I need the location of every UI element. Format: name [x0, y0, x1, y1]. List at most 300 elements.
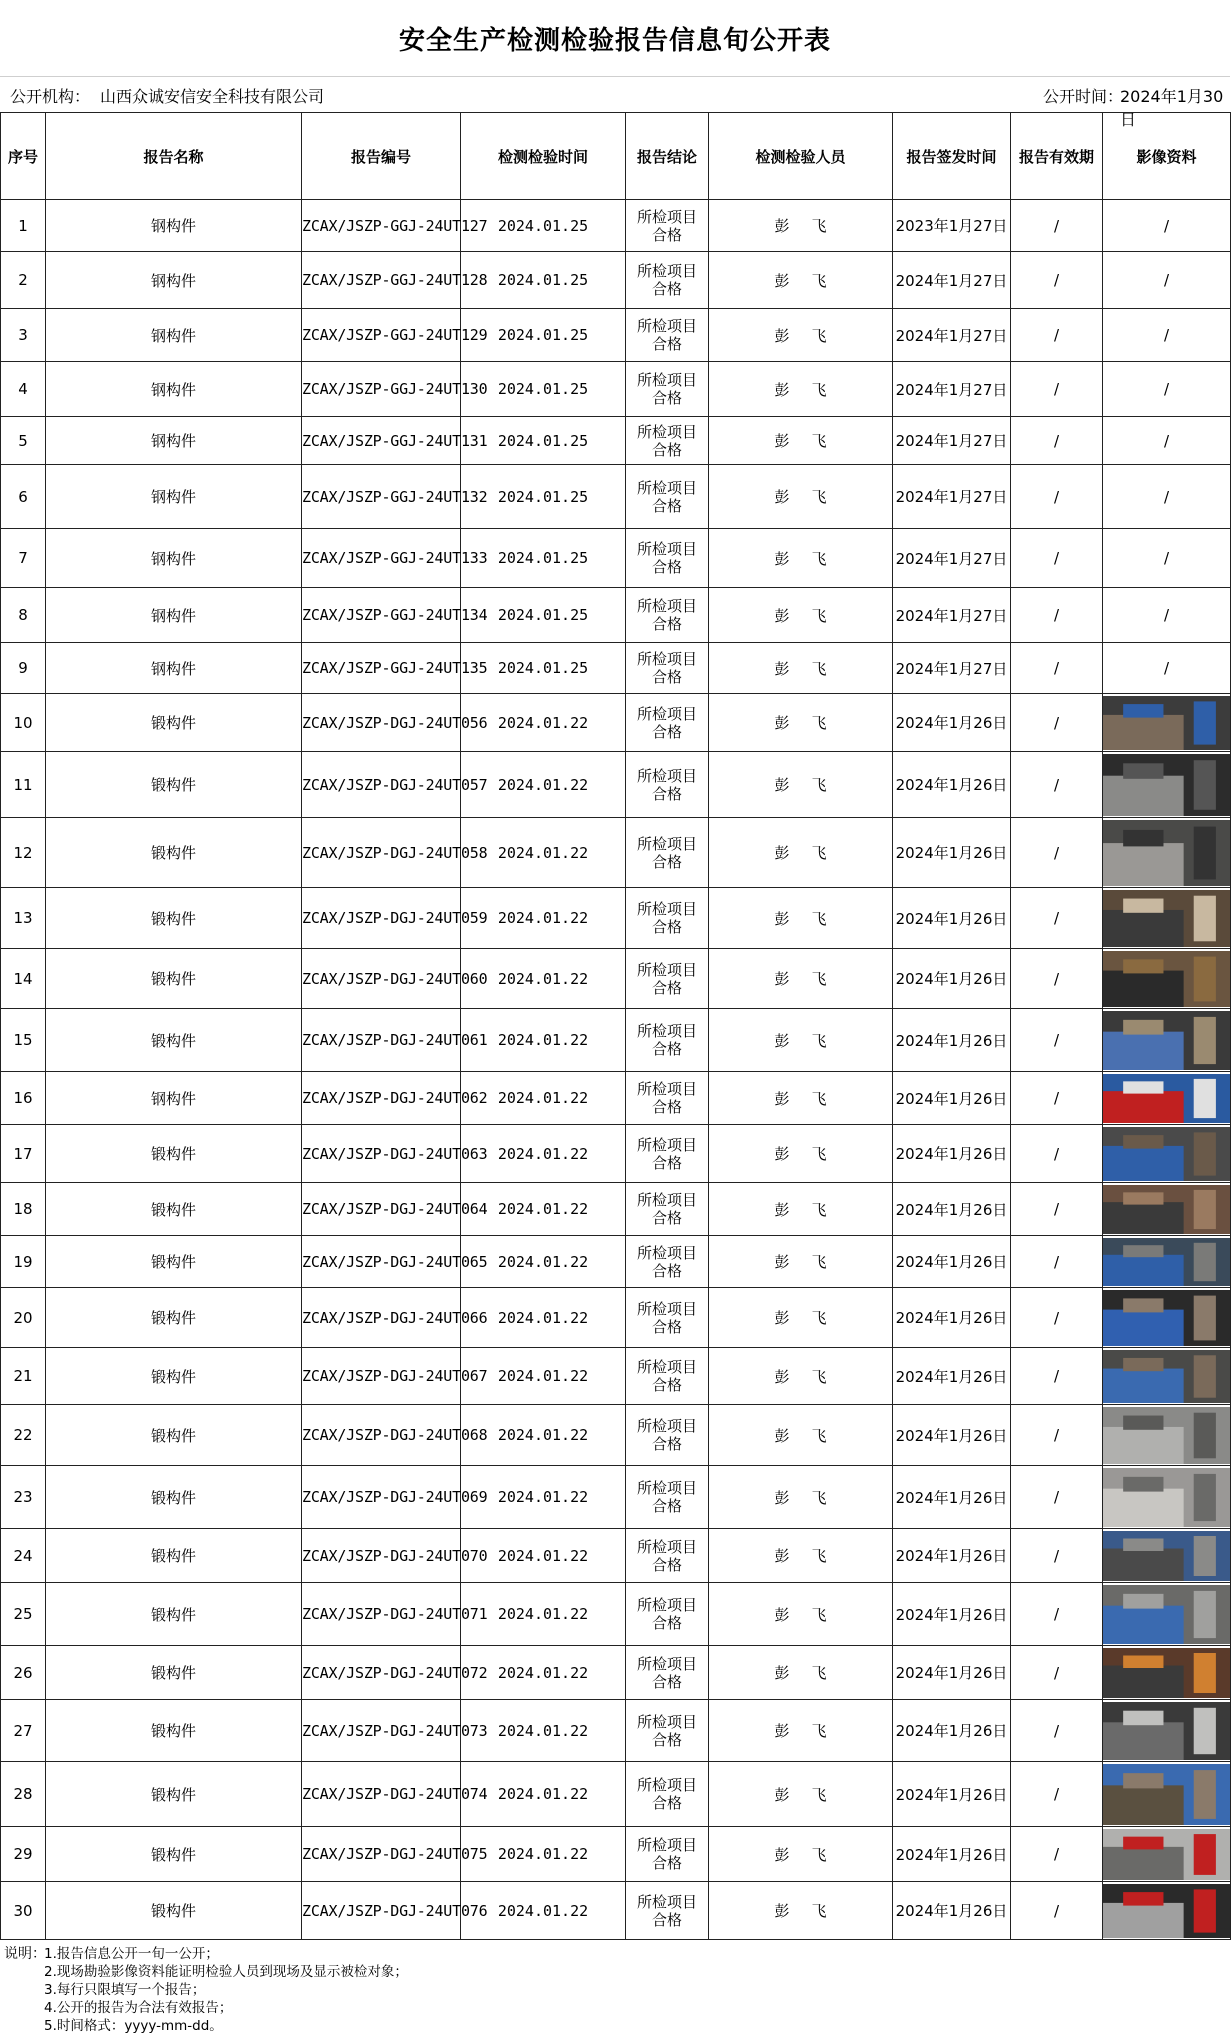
cell-image-photo	[1103, 1405, 1231, 1466]
cell-validity: /	[1011, 1288, 1103, 1348]
cell-conclusion	[626, 309, 709, 362]
site-photo-image	[1103, 1468, 1230, 1527]
cell-report-code: ZCAX/JSZP-DGJ-24UT065	[302, 1236, 461, 1288]
inspector-surname: 彭	[774, 1785, 790, 1804]
cell-issue-date: 2024年1月26日	[893, 1348, 1011, 1405]
cell-issue-date: 2024年1月26日	[893, 1700, 1011, 1762]
inspector-surname: 彭	[774, 1309, 790, 1327]
cell-conclusion	[626, 888, 709, 949]
cell-report-code: ZCAX/JSZP-DGJ-24UT060	[302, 949, 461, 1009]
cell-inspector	[709, 417, 893, 465]
cell-report-code: ZCAX/JSZP-DGJ-24UT073	[302, 1700, 461, 1762]
cell-validity: /	[1011, 200, 1103, 252]
conclusion-line: 所检项目	[636, 766, 697, 785]
cell-no: 16	[1, 1072, 46, 1125]
cell-report-name: 锻构件	[46, 1288, 302, 1348]
cell-inspector	[709, 362, 893, 417]
site-photo-image	[1103, 890, 1230, 947]
cell-conclusion	[626, 200, 709, 252]
table-row	[1, 643, 1231, 694]
conclusion-result: 合格	[651, 496, 682, 515]
conclusion-result: 合格	[651, 722, 682, 741]
inspector-surname: 彭	[774, 1845, 790, 1864]
cell-conclusion	[626, 1762, 709, 1827]
conclusion-result: 合格	[651, 1153, 682, 1172]
cell-report-name: 钢构件	[46, 200, 302, 252]
inspector-surname: 彭	[774, 970, 790, 988]
table-row	[1, 1072, 1231, 1125]
cell-report-code: ZCAX/JSZP-DGJ-24UT068	[302, 1405, 461, 1466]
inspector-given-name: 飞	[811, 1089, 827, 1108]
table-row	[1, 818, 1231, 888]
cell-report-name: 锻构件	[46, 694, 302, 752]
cell-no: 26	[1, 1646, 46, 1700]
cell-test-date: 2024.01.22	[461, 1827, 626, 1882]
table-row	[1, 200, 1231, 252]
inspector-given-name: 飞	[811, 1145, 827, 1163]
cell-no: 12	[1, 818, 46, 888]
cell-image: /	[1103, 529, 1231, 588]
cell-inspector	[709, 309, 893, 362]
cell-image-photo	[1103, 694, 1231, 752]
cell-inspector	[709, 1466, 893, 1529]
cell-report-code: ZCAX/JSZP-DGJ-24UT058	[302, 818, 461, 888]
cell-issue-date: 2023年1月27日	[893, 200, 1011, 252]
cell-issue-date: 2024年1月26日	[893, 818, 1011, 888]
cell-test-date: 2024.01.22	[461, 1762, 626, 1827]
note-item: 4.公开的报告为合法有效报告；	[44, 2000, 233, 2016]
cell-conclusion	[626, 1646, 709, 1700]
cell-issue-date: 2024年1月26日	[893, 1405, 1011, 1466]
cell-report-name: 钢构件	[46, 529, 302, 588]
org-name: 山西众诚安信安全科技有限公司	[100, 87, 325, 106]
inspector-given-name: 飞	[811, 1722, 827, 1740]
cell-issue-date: 2024年1月26日	[893, 1236, 1011, 1288]
cell-image: /	[1103, 465, 1231, 529]
conclusion-result: 合格	[651, 1672, 682, 1691]
conclusion-line: 所检项目	[636, 834, 697, 853]
table-row	[1, 949, 1231, 1009]
inspector-given-name: 飞	[811, 606, 827, 625]
inspector-given-name: 飞	[811, 217, 827, 235]
cell-report-name: 钢构件	[46, 588, 302, 643]
site-photo-image	[1103, 1127, 1230, 1181]
cell-issue-date: 2024年1月26日	[893, 1466, 1011, 1529]
cell-report-name: 钢构件	[46, 362, 302, 417]
cell-no: 30	[1, 1882, 46, 1940]
cell-report-name: 锻构件	[46, 949, 302, 1009]
cell-inspector	[709, 1183, 893, 1236]
note-item: 1.报告信息公开一旬一公开；	[44, 1946, 219, 1962]
conclusion-result: 合格	[651, 918, 682, 936]
cell-issue-date: 2024年1月26日	[893, 1762, 1011, 1827]
publish-info-row	[0, 76, 1230, 129]
cell-validity: /	[1011, 888, 1103, 949]
cell-image: /	[1103, 200, 1231, 252]
cell-test-date: 2024.01.22	[461, 1700, 626, 1762]
cell-image-photo	[1103, 818, 1231, 888]
inspector-given-name: 飞	[811, 1200, 827, 1219]
site-photo-image	[1103, 820, 1230, 886]
site-photo-image	[1103, 1290, 1230, 1346]
conclusion-line: 所检项目	[636, 960, 697, 979]
cell-conclusion	[626, 1700, 709, 1762]
conclusion-result: 合格	[651, 1317, 682, 1336]
cell-inspector	[709, 888, 893, 949]
cell-issue-date: 2024年1月26日	[893, 1646, 1011, 1700]
cell-inspector	[709, 1236, 893, 1288]
conclusion-line: 所检项目	[636, 1243, 697, 1262]
conclusion-line: 所检项目	[636, 1191, 697, 1209]
cell-report-code: ZCAX/JSZP-DGJ-24UT067	[302, 1348, 461, 1405]
cell-issue-date: 2024年1月26日	[893, 888, 1011, 949]
cell-report-name: 锻构件	[46, 1466, 302, 1529]
cell-inspector	[709, 752, 893, 818]
cell-report-name: 锻构件	[46, 1125, 302, 1183]
cell-image-photo	[1103, 752, 1231, 818]
conclusion-result: 合格	[651, 225, 682, 244]
inspector-surname: 彭	[774, 1145, 790, 1163]
conclusion-result: 合格	[651, 1730, 682, 1749]
header-report-code: 报告编号	[302, 113, 461, 200]
page-title: 安全生产检测检验报告信息旬公开表	[0, 0, 1230, 77]
cell-validity: /	[1011, 643, 1103, 694]
header-conclusion: 报告结论	[626, 113, 709, 200]
cell-validity: /	[1011, 694, 1103, 752]
cell-report-name: 钢构件	[46, 252, 302, 309]
site-photo-image	[1103, 1238, 1230, 1286]
cell-report-code: ZCAX/JSZP-DGJ-24UT061	[302, 1009, 461, 1072]
table-row	[1, 1236, 1231, 1288]
conclusion-line: 所检项目	[636, 650, 697, 668]
cell-report-code: ZCAX/JSZP-GGJ-24UT130	[302, 362, 461, 417]
cell-test-date: 2024.01.25	[461, 643, 626, 694]
conclusion-result: 合格	[651, 558, 682, 576]
conclusion-line: 所检项目	[636, 1080, 697, 1098]
inspector-surname: 彭	[774, 549, 790, 568]
cell-inspector	[709, 1529, 893, 1583]
conclusion-line: 所检项目	[636, 1596, 697, 1614]
conclusion-result: 合格	[651, 1261, 682, 1280]
site-photo-image	[1103, 1185, 1230, 1234]
cell-report-code: ZCAX/JSZP-GGJ-24UT134	[302, 588, 461, 643]
table-row	[1, 1405, 1231, 1466]
conclusion-result: 合格	[651, 784, 682, 803]
table-row	[1, 252, 1231, 309]
cell-validity: /	[1011, 1827, 1103, 1882]
table-row	[1, 1882, 1231, 1940]
cell-no: 27	[1, 1700, 46, 1762]
cell-validity: /	[1011, 362, 1103, 417]
cell-no: 10	[1, 694, 46, 752]
cell-inspector	[709, 1700, 893, 1762]
conclusion-line: 所检项目	[636, 900, 697, 918]
inspector-surname: 彭	[774, 1664, 790, 1682]
inspector-given-name: 飞	[811, 488, 827, 506]
publish-time-value: 2024年1月30日	[1120, 87, 1224, 129]
conclusion-result: 合格	[651, 335, 682, 353]
table-row	[1, 1646, 1231, 1700]
inspector-surname: 彭	[774, 606, 790, 625]
cell-conclusion	[626, 1348, 709, 1405]
cell-issue-date: 2024年1月27日	[893, 362, 1011, 417]
inspector-given-name: 飞	[811, 432, 827, 450]
inspector-surname: 彭	[774, 1722, 790, 1740]
cell-test-date: 2024.01.25	[461, 588, 626, 643]
cell-conclusion	[626, 417, 709, 465]
cell-report-name: 锻构件	[46, 1583, 302, 1646]
cell-report-name: 锻构件	[46, 1009, 302, 1072]
cell-report-code: ZCAX/JSZP-DGJ-24UT066	[302, 1288, 461, 1348]
conclusion-line: 所检项目	[636, 317, 697, 335]
cell-no: 29	[1, 1827, 46, 1882]
cell-image-photo	[1103, 1762, 1231, 1827]
cell-no: 28	[1, 1762, 46, 1827]
inspector-given-name: 飞	[811, 1605, 827, 1624]
table-row	[1, 1529, 1231, 1583]
cell-validity: /	[1011, 1583, 1103, 1646]
cell-test-date: 2024.01.25	[461, 529, 626, 588]
cell-report-code: ZCAX/JSZP-GGJ-24UT135	[302, 643, 461, 694]
cell-inspector	[709, 1646, 893, 1700]
cell-image-photo	[1103, 888, 1231, 949]
inspector-given-name: 飞	[811, 1488, 827, 1507]
inspector-surname: 彭	[774, 271, 790, 290]
inspector-surname: 彭	[774, 217, 790, 235]
cell-conclusion	[626, 362, 709, 417]
conclusion-result: 合格	[651, 1555, 682, 1574]
site-photo-image	[1103, 1648, 1230, 1698]
cell-validity: /	[1011, 1125, 1103, 1183]
cell-report-name: 锻构件	[46, 1405, 302, 1466]
cell-conclusion	[626, 465, 709, 529]
cell-inspector	[709, 1405, 893, 1466]
inspector-surname: 彭	[774, 714, 790, 732]
cell-inspector	[709, 1009, 893, 1072]
table-row	[1, 1348, 1231, 1405]
inspector-surname: 彭	[774, 1367, 790, 1386]
cell-report-code: ZCAX/JSZP-DGJ-24UT056	[302, 694, 461, 752]
cell-image-photo	[1103, 949, 1231, 1009]
cell-issue-date: 2024年1月26日	[893, 1183, 1011, 1236]
cell-conclusion	[626, 949, 709, 1009]
cell-report-code: ZCAX/JSZP-DGJ-24UT076	[302, 1882, 461, 1940]
cell-issue-date: 2024年1月26日	[893, 694, 1011, 752]
cell-conclusion	[626, 252, 709, 309]
inspector-given-name: 飞	[811, 380, 827, 399]
site-photo-image	[1103, 696, 1230, 750]
site-photo-image	[1103, 1585, 1230, 1644]
cell-no: 1	[1, 200, 46, 252]
cell-validity: /	[1011, 465, 1103, 529]
cell-no: 25	[1, 1583, 46, 1646]
conclusion-line: 所检项目	[636, 1654, 697, 1673]
cell-report-code: ZCAX/JSZP-DGJ-24UT070	[302, 1529, 461, 1583]
header-image: 影像资料	[1103, 113, 1231, 200]
conclusion-line: 所检项目	[636, 1417, 697, 1435]
conclusion-result: 合格	[651, 1614, 682, 1632]
cell-inspector	[709, 465, 893, 529]
cell-test-date: 2024.01.22	[461, 752, 626, 818]
conclusion-line: 所检项目	[636, 1892, 697, 1911]
cell-test-date: 2024.01.25	[461, 465, 626, 529]
cell-report-code: ZCAX/JSZP-DGJ-24UT062	[302, 1072, 461, 1125]
cell-test-date: 2024.01.22	[461, 1288, 626, 1348]
cell-image-photo	[1103, 1700, 1231, 1762]
cell-report-name: 锻构件	[46, 1700, 302, 1762]
cell-inspector	[709, 1288, 893, 1348]
cell-conclusion	[626, 1882, 709, 1940]
cell-image: /	[1103, 252, 1231, 309]
cell-issue-date: 2024年1月27日	[893, 588, 1011, 643]
cell-report-name: 钢构件	[46, 1072, 302, 1125]
conclusion-result: 合格	[651, 852, 682, 871]
note-item: 2.现场勘验影像资料能证明检验人员到现场及显示被检对象；	[44, 1964, 408, 1980]
inspector-surname: 彭	[774, 1605, 790, 1624]
cell-test-date: 2024.01.22	[461, 1072, 626, 1125]
cell-report-code: ZCAX/JSZP-DGJ-24UT057	[302, 752, 461, 818]
inspector-given-name: 飞	[811, 1845, 827, 1864]
conclusion-result: 合格	[651, 1040, 682, 1058]
inspector-surname: 彭	[774, 1902, 790, 1920]
inspector-given-name: 飞	[811, 1253, 827, 1271]
cell-image-photo	[1103, 1646, 1231, 1700]
table-row	[1, 888, 1231, 949]
cell-no: 3	[1, 309, 46, 362]
cell-no: 5	[1, 417, 46, 465]
inspector-given-name: 飞	[811, 1309, 827, 1327]
cell-test-date: 2024.01.25	[461, 200, 626, 252]
cell-conclusion	[626, 1236, 709, 1288]
inspector-surname: 彭	[774, 1089, 790, 1108]
cell-report-code: ZCAX/JSZP-GGJ-24UT132	[302, 465, 461, 529]
inspector-given-name: 飞	[811, 326, 827, 345]
cell-report-name: 锻构件	[46, 1646, 302, 1700]
cell-test-date: 2024.01.22	[461, 1466, 626, 1529]
cell-report-name: 钢构件	[46, 417, 302, 465]
cell-test-date: 2024.01.22	[461, 1405, 626, 1466]
cell-validity: /	[1011, 1348, 1103, 1405]
table-row	[1, 752, 1231, 818]
cell-no: 17	[1, 1125, 46, 1183]
cell-test-date: 2024.01.22	[461, 1183, 626, 1236]
inspector-surname: 彭	[774, 1031, 790, 1050]
cell-no: 4	[1, 362, 46, 417]
cell-conclusion	[626, 1072, 709, 1125]
site-photo-image	[1103, 1074, 1230, 1123]
table-header-row	[1, 113, 1231, 200]
conclusion-result: 合格	[651, 1854, 682, 1872]
inspector-given-name: 飞	[811, 1785, 827, 1804]
conclusion-line: 所检项目	[636, 1299, 697, 1318]
table-row	[1, 1288, 1231, 1348]
cell-validity: /	[1011, 1466, 1103, 1529]
cell-issue-date: 2024年1月26日	[893, 752, 1011, 818]
cell-validity: /	[1011, 1072, 1103, 1125]
cell-validity: /	[1011, 252, 1103, 309]
header-no: 序号	[1, 113, 46, 200]
cell-conclusion	[626, 1529, 709, 1583]
header-test-date: 检测检验时间	[461, 113, 626, 200]
note-item: 3.每行只限填写一个报告；	[44, 1982, 206, 1998]
inspector-surname: 彭	[774, 1200, 790, 1219]
cell-image-photo	[1103, 1236, 1231, 1288]
cell-conclusion	[626, 1405, 709, 1466]
cell-test-date: 2024.01.22	[461, 1882, 626, 1940]
table-row	[1, 1183, 1231, 1236]
cell-validity: /	[1011, 309, 1103, 362]
cell-image-photo	[1103, 1183, 1231, 1236]
table-row	[1, 309, 1231, 362]
cell-report-code: ZCAX/JSZP-GGJ-24UT128	[302, 252, 461, 309]
conclusion-line: 所检项目	[636, 262, 697, 280]
cell-inspector	[709, 588, 893, 643]
inspector-given-name: 飞	[811, 1426, 827, 1445]
cell-inspector	[709, 694, 893, 752]
cell-inspector	[709, 643, 893, 694]
cell-validity: /	[1011, 1882, 1103, 1940]
cell-no: 20	[1, 1288, 46, 1348]
cell-test-date: 2024.01.22	[461, 888, 626, 949]
cell-validity: /	[1011, 1529, 1103, 1583]
conclusion-line: 所检项目	[636, 371, 697, 389]
cell-validity: /	[1011, 1646, 1103, 1700]
cell-issue-date: 2024年1月27日	[893, 417, 1011, 465]
cell-validity: /	[1011, 1236, 1103, 1288]
cell-no: 9	[1, 643, 46, 694]
conclusion-line: 所检项目	[636, 1358, 697, 1376]
header-report-name: 报告名称	[46, 113, 302, 200]
inspector-given-name: 飞	[811, 1031, 827, 1050]
cell-issue-date: 2024年1月26日	[893, 1827, 1011, 1882]
inspector-given-name: 飞	[811, 776, 827, 794]
cell-report-code: ZCAX/JSZP-GGJ-24UT133	[302, 529, 461, 588]
site-photo-image	[1103, 1350, 1230, 1403]
cell-report-code: ZCAX/JSZP-DGJ-24UT072	[302, 1646, 461, 1700]
cell-report-name: 锻构件	[46, 1827, 302, 1882]
inspector-surname: 彭	[774, 1547, 790, 1565]
cell-inspector	[709, 529, 893, 588]
cell-test-date: 2024.01.22	[461, 818, 626, 888]
cell-issue-date: 2024年1月27日	[893, 529, 1011, 588]
cell-conclusion	[626, 1827, 709, 1882]
cell-conclusion	[626, 1125, 709, 1183]
cell-issue-date: 2024年1月26日	[893, 1072, 1011, 1125]
inspector-given-name: 飞	[811, 1547, 827, 1565]
cell-inspector	[709, 1072, 893, 1125]
cell-image-photo	[1103, 1072, 1231, 1125]
cell-report-name: 锻构件	[46, 752, 302, 818]
org-label: 公开机构：	[10, 87, 91, 106]
cell-conclusion	[626, 643, 709, 694]
cell-report-name: 锻构件	[46, 1183, 302, 1236]
cell-inspector	[709, 818, 893, 888]
conclusion-result: 合格	[651, 615, 682, 633]
cell-image-photo	[1103, 1348, 1231, 1405]
cell-inspector	[709, 1882, 893, 1940]
conclusion-line: 所检项目	[636, 704, 697, 723]
inspector-given-name: 飞	[811, 844, 827, 862]
site-photo-image	[1103, 1702, 1230, 1760]
note-item: 5.时间格式：yyyy-mm-dd。	[44, 2018, 223, 2034]
site-photo-image	[1103, 754, 1230, 816]
report-table	[0, 112, 1231, 1940]
inspector-given-name: 飞	[811, 714, 827, 732]
inspector-surname: 彭	[774, 1426, 790, 1445]
publish-time-label: 公开时间：	[1043, 87, 1124, 106]
conclusion-line: 所检项目	[636, 1135, 697, 1154]
cell-test-date: 2024.01.22	[461, 1009, 626, 1072]
